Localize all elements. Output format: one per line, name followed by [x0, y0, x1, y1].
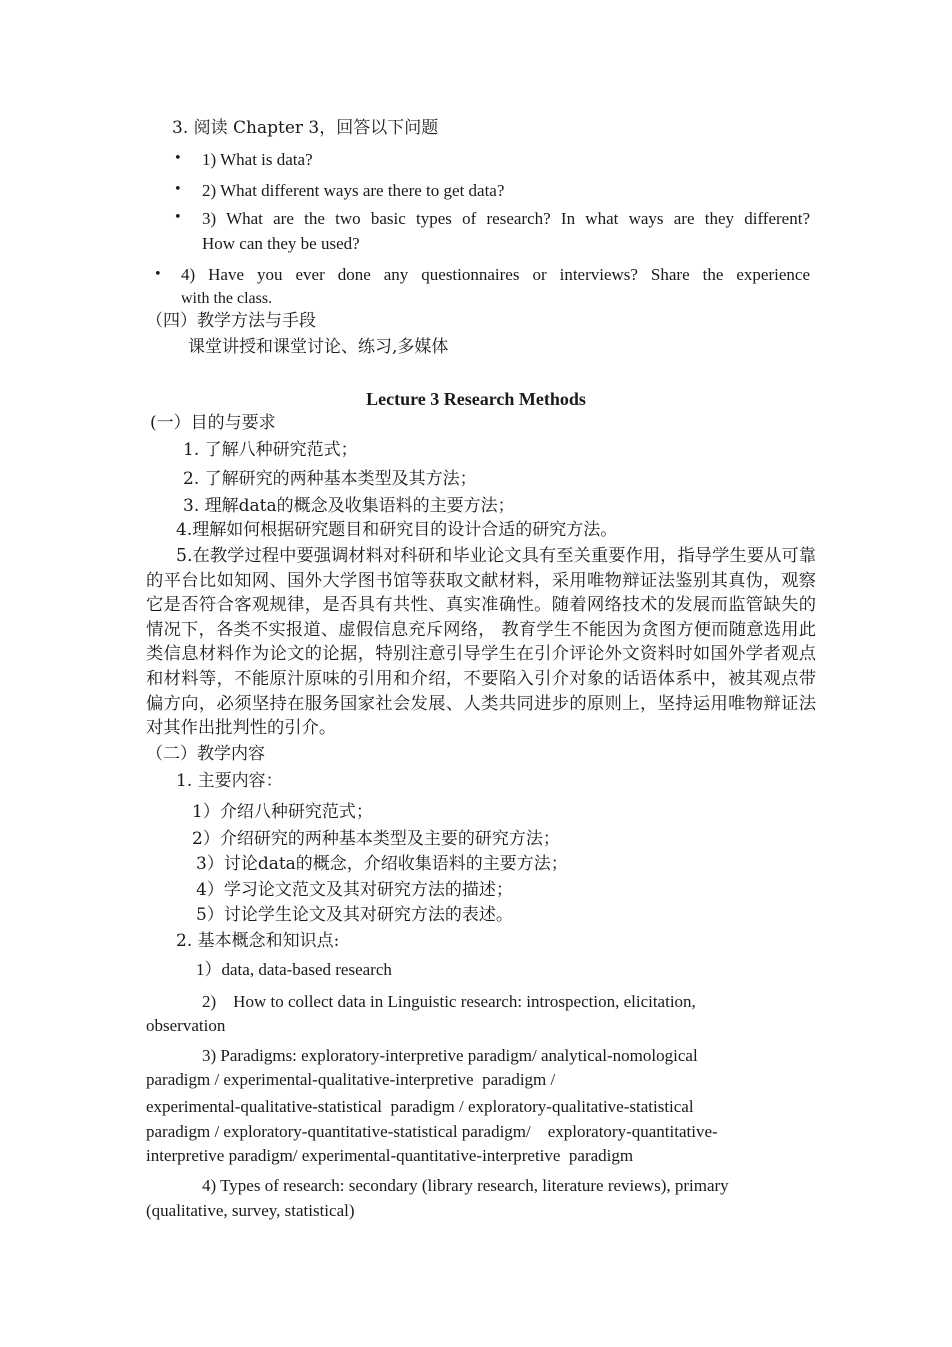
question-4-line-2: with the class. [181, 290, 273, 307]
concept-2-line-2: observation [146, 1016, 226, 1035]
concept-3-line-5: interpretive paradigm/ experimental-quantitative-interpretive paradigm [146, 1146, 634, 1165]
concept-3-line-1: 3) Paradigms: exploratory-interpretive paradigm/ analytical-nomological [202, 1046, 698, 1065]
question-4-line-1: 4) Have you ever done any questionnaires or interviews? Share the experience [181, 265, 810, 284]
section-heading-methods: （四）教学方法与手段 [146, 311, 316, 331]
concept-3-line-4: paradigm / exploratory-quantitative-statistical paradigm/ exploratory-quantitative- [146, 1122, 718, 1141]
concept-4-line-2: (qualitative, survey, statistical) [146, 1201, 355, 1220]
bullet: • [174, 182, 182, 197]
concept-1: 1）data, data-based research [196, 960, 392, 979]
main-content-heading: 1. 主要内容： [176, 771, 283, 791]
concepts-heading: 2. 基本概念和知识点: [176, 931, 340, 951]
question-3-line-2: How can they be used? [202, 234, 360, 253]
question-1: 1) What is data? [202, 150, 313, 169]
methods-text: 课堂讲授和课堂讨论、练习,多媒体 [188, 337, 449, 357]
lecture-title: Lecture 3 Research Methods [366, 389, 586, 409]
bullet: • [174, 210, 182, 225]
goal-1: 1. 了解八种研究范式； [183, 440, 358, 460]
main-item-4: 4）学习论文范文及其对研究方法的描述； [196, 880, 513, 900]
main-item-5: 5）讨论学生论文及其对研究方法的表述。 [196, 905, 513, 925]
question-2: 2) What different ways are there to get data? [202, 181, 505, 200]
goal-5-paragraph: 5.在教学过程中要强调材料对科研和毕业论文具有至关重要作用，指导学生要从可靠的平台比如知网、国外大学图书馆等获取文献材料，采用唯物辩证法鉴别其真伪，观察它是否符合客观规律，是否具有共性、真实准确性。随着网络技术的发展而监管缺失的情况下，各类不实报道、虚假信息充斥网络， 教育学生不能因为贪图方便而随意选用此类信息材料作为论文的论据，特别注意引导学生在引介评论外文资料时如国外学者观点和材料等，不能原汁原味的引用和介绍，不要陷入引介对象的话语体系中，被其观点带偏方向，必须坚持在服务国家社会发展、人类共同进步的原则上，坚持运用唯物辩证法对其作出批判性的引介。 [146, 546, 816, 739]
main-item-3: 3）讨论data的概念，介绍收集语料的主要方法； [196, 854, 568, 874]
question-3-line-1: 3) What are the two basic types of research? In what ways are they different? [202, 209, 810, 228]
reading-task: 3. 阅读 Chapter 3，回答以下问题 [172, 118, 439, 138]
goals-heading: (一）目的与要求 [150, 413, 276, 433]
goal-4: 4.理解如何根据研究题目和研究目的设计合适的研究方法。 [176, 520, 618, 540]
concept-2-line-1: 2) How to collect data in Linguistic research: introspection, elicitation, [202, 992, 696, 1011]
goal-2: 2. 了解研究的两种基本类型及其方法； [183, 469, 477, 489]
concept-4-line-1: 4) Types of research: secondary (library research, literature reviews), primary [202, 1176, 729, 1195]
bullet: • [154, 267, 162, 282]
goal-3: 3. 理解data的概念及收集语料的主要方法； [183, 496, 515, 516]
concept-3-line-2: paradigm / experimental-qualitative-interpretive paradigm / [146, 1070, 556, 1089]
bullet: • [174, 151, 182, 166]
content-heading: （二）教学内容 [146, 744, 265, 764]
main-item-1: 1）介绍八种研究范式； [192, 802, 373, 822]
concept-3-line-3: experimental-qualitative-statistical paradigm / exploratory-qualitative-statistical [146, 1097, 694, 1116]
main-item-2: 2）介绍研究的两种基本类型及主要的研究方法； [192, 829, 560, 849]
